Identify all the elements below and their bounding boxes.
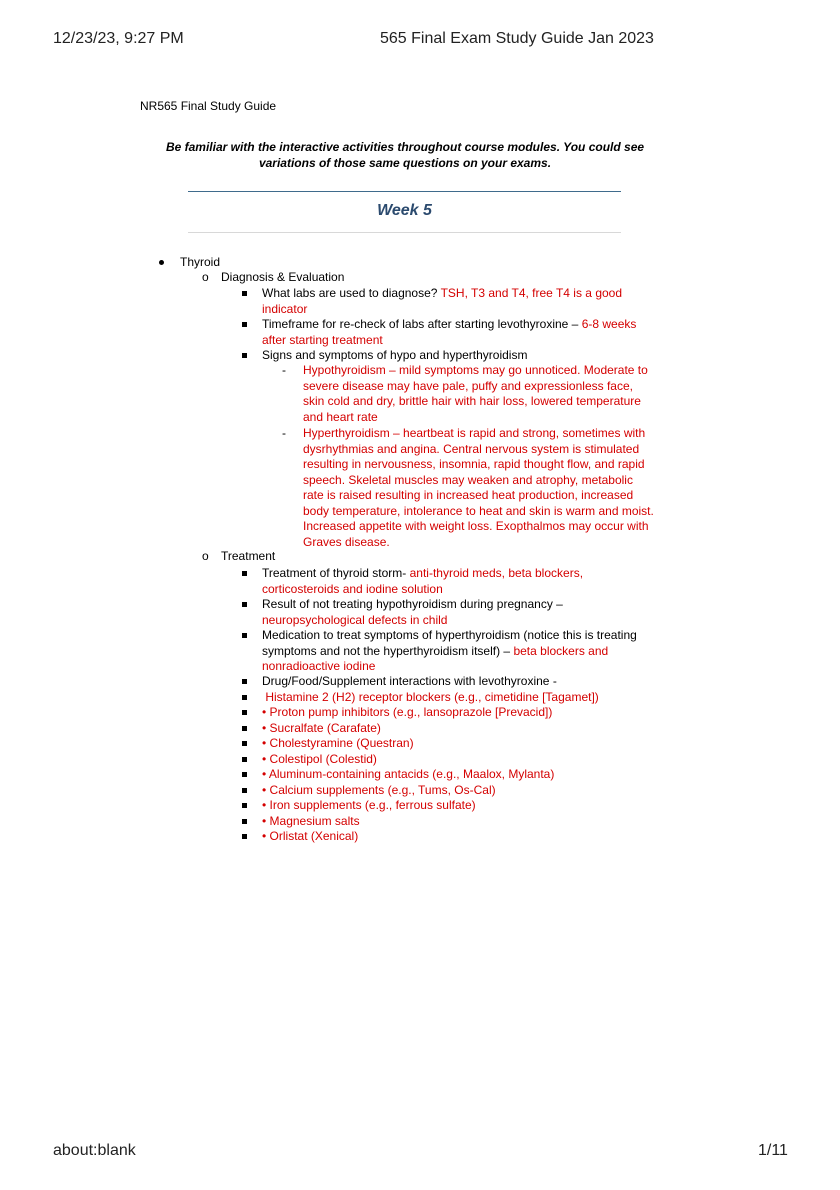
square-bullet	[242, 571, 247, 576]
interaction-item: • Orlistat (Xenical)	[262, 829, 359, 843]
interaction-item: Histamine 2 (H2) receptor blockers (e.g., cimetidine [Tagamet])	[262, 690, 599, 704]
print-title: 565 Final Exam Study Guide Jan 2023	[380, 30, 654, 47]
interaction-item: • Calcium supplements (e.g., Tums, Os-Cal)	[262, 783, 496, 797]
square-bullet	[242, 322, 247, 327]
interaction-item: • Cholestyramine (Questran)	[262, 736, 414, 750]
interaction-item: • Proton pump inhibitors (e.g., lansoprazole [Prevacid])	[262, 705, 553, 719]
dash-marker: -	[282, 363, 286, 377]
square-bullet	[242, 834, 247, 839]
sub-bullet-marker: o	[202, 270, 209, 284]
item-thyroid-storm	[262, 566, 662, 597]
square-bullet	[242, 757, 247, 762]
item-interactions: Drug/Food/Supplement interactions with levothyroxine -	[262, 674, 557, 688]
item-signs-symptoms: Signs and symptoms of hypo and hyperthyroidism	[262, 348, 528, 362]
text-line: Graves disease.	[303, 534, 390, 549]
answer-text: beta blockers and	[513, 643, 609, 658]
text-line: speech. Skeletal muscles may weaken and atrophy, metabolic	[303, 472, 633, 487]
question-text-cont: symptoms and not the hyperthyroidism itself) –	[262, 643, 511, 658]
topic-thyroid: Thyroid	[180, 255, 221, 269]
square-bullet	[242, 788, 247, 793]
text-line: dysrhythmias and angina. Central nervous system is stimulated	[303, 441, 640, 456]
square-bullet	[242, 679, 247, 684]
question-text: Medication to treat symptoms of hyperthyroidism (notice this is treating	[262, 628, 637, 642]
interaction-item: • Colestipol (Colestid)	[262, 752, 377, 766]
print-page-number: 1/11	[758, 1142, 788, 1159]
answer-text: TSH, T3 and T4, free T4 is a good	[440, 286, 623, 300]
text-line: Hyperthyroidism – heartbeat is rapid and strong, sometimes with	[303, 426, 646, 440]
text-line: Increased appetite with weight loss. Exopthalmos may occur with	[303, 519, 649, 533]
item-hyperthyroid-meds	[262, 628, 682, 675]
text-line: skin cold and dry, brittle hair with hair loss, lowered temperature	[303, 394, 641, 408]
square-bullet	[242, 726, 247, 731]
question-text: Treatment of thyroid storm-	[262, 566, 407, 580]
square-bullet	[242, 772, 247, 777]
interaction-item: • Aluminum-containing antacids (e.g., Maalox, Mylanta)	[262, 767, 555, 781]
divider-bottom	[188, 232, 621, 233]
text-line: resulting in nervousness, insomnia, rapid thought flow, and rapid	[303, 457, 645, 471]
square-bullet	[242, 741, 247, 746]
square-bullet	[242, 291, 247, 296]
question-text: Timeframe for re-check of labs after starting levothyroxine –	[262, 317, 579, 331]
answer-text: 6-8 weeks	[581, 317, 637, 331]
week-heading: Week 5	[377, 202, 432, 219]
print-url: about:blank	[53, 1142, 136, 1159]
section-treatment: Treatment	[221, 549, 276, 563]
print-datetime: 12/23/23, 9:27 PM	[53, 30, 184, 47]
text-line: Hypothyroidism – mild symptoms may go unnoticed. Moderate to	[303, 363, 648, 377]
intro-line-1: Be familiar with the interactive activities throughout course modules. You could see	[165, 140, 645, 154]
text-line: body temperature, intolerance to heat and skin is warm and moist.	[303, 503, 654, 518]
divider-top	[188, 191, 621, 192]
square-bullet	[242, 602, 247, 607]
dash-marker: -	[282, 426, 286, 440]
question-text: Result of not treating hypothyroidism during pregnancy –	[262, 597, 563, 611]
square-bullet	[242, 633, 247, 638]
interaction-item: • Magnesium salts	[262, 814, 360, 828]
text-line: and heart rate	[303, 409, 378, 424]
square-bullet	[242, 819, 247, 824]
hyperthyroidism-text	[303, 426, 683, 550]
square-bullet	[242, 803, 247, 808]
answer-text-cont: indicator	[262, 301, 308, 316]
square-bullet	[242, 710, 247, 715]
sub-bullet-marker: o	[202, 549, 209, 563]
answer-text: neuropsychological defects in child	[262, 612, 448, 627]
answer-text-cont: nonradioactive iodine	[262, 659, 376, 673]
item-pregnancy	[262, 597, 662, 628]
document-heading: NR565 Final Study Guide	[140, 99, 277, 113]
interaction-item: • Sucralfate (Carafate)	[262, 721, 381, 735]
answer-text-cont: after starting treatment	[262, 332, 383, 347]
square-bullet	[242, 695, 247, 700]
hypothyroidism-text	[303, 363, 683, 425]
text-line: severe disease may have pale, puffy and expressionless face,	[303, 378, 633, 393]
answer-text: anti-thyroid meds, beta blockers,	[409, 566, 584, 580]
square-bullet	[242, 353, 247, 358]
intro-line-2: variations of those same questions on your exams.	[258, 156, 552, 170]
section-diagnosis: Diagnosis & Evaluation	[221, 270, 345, 284]
item-diagnostic-labs	[262, 286, 652, 317]
text-line: rate is raised resulting in increased heat production, increased	[303, 488, 634, 502]
intro-text	[140, 139, 670, 171]
question-text: What labs are used to diagnose?	[262, 286, 438, 300]
bullet-dot	[159, 260, 164, 265]
interaction-item: • Iron supplements (e.g., ferrous sulfate)	[262, 798, 476, 812]
item-recheck-timeframe	[262, 317, 662, 348]
answer-text-cont: corticosteroids and iodine solution	[262, 581, 443, 596]
